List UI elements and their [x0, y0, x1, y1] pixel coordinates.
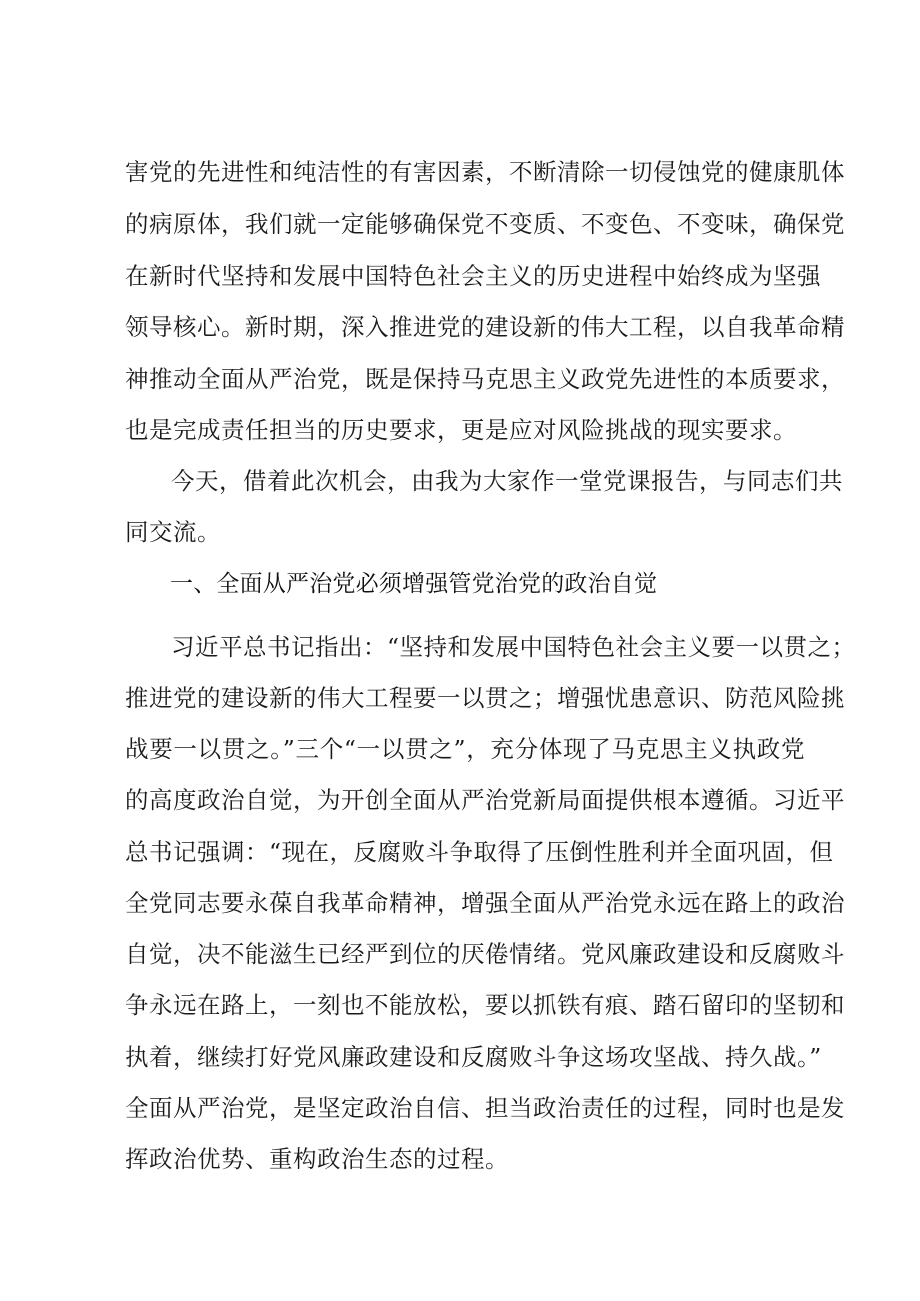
- text-line: 在新时代坚持和发展中国特色社会主义的历史进程中始终成为坚强: [125, 262, 821, 290]
- text-line: 习近平总书记指出：“坚持和发展中国特色社会主义要一以贯之；: [171, 633, 856, 661]
- text-line: 全党同志要永葆自我革命精神，增强全面从严治党永远在路上的政治: [125, 889, 845, 917]
- text-line: 挥政治优势、重构政治生态的过程。: [125, 1145, 509, 1173]
- text-line: 推进党的建设新的伟大工程要一以贯之；增强忧患意识、防范风险挑: [125, 684, 845, 712]
- text-line: 今天，借着此次机会，由我为大家作一堂党课报告，与同志们共: [171, 467, 843, 495]
- text-line: 执着，继续打好党风廉政建设和反腐败斗争这场攻坚战、持久战。”: [125, 1043, 822, 1071]
- text-line: 领导核心。新时期，深入推进党的建设新的伟大工程，以自我革命精: [125, 313, 845, 341]
- text-line: 同交流。: [125, 518, 221, 546]
- text-line: 的病原体，我们就一定能够确保党不变质、不变色、不变味，确保党: [125, 210, 845, 238]
- text-line: 总书记强调：“现在，反腐败斗争取得了压倒性胜利并全面巩固，但: [125, 838, 834, 866]
- text-line: 全面从严治党，是坚定政治自信、担当政治责任的过程，同时也是发: [125, 1094, 845, 1122]
- text-line: 也是完成责任担当的历史要求，更是应对风险挑战的现实要求。: [125, 416, 797, 444]
- text-line: 的高度政治自觉，为开创全面从严治党新局面提供根本遵循。习近平: [125, 786, 845, 814]
- text-line: 自觉，决不能滋生已经严到位的厌倦情绪。党风廉政建设和反腐败斗: [125, 940, 845, 968]
- text-line: 战要一以贯之。”三个“一以贯之”，充分体现了马克思主义执政党: [125, 735, 805, 763]
- text-line: 争永远在路上，一刻也不能放松，要以抓铁有痕、踏石留印的坚韧和: [125, 991, 845, 1019]
- text-line: 神推动全面从严治党，既是保持马克思主义政党先进性的本质要求，: [125, 365, 845, 393]
- section-heading: 一、全面从严治党必须增强管党治党的政治自觉: [170, 571, 658, 597]
- text-line: 害党的先进性和纯洁性的有害因素，不断清除一切侵蚀党的健康肌体: [125, 158, 845, 186]
